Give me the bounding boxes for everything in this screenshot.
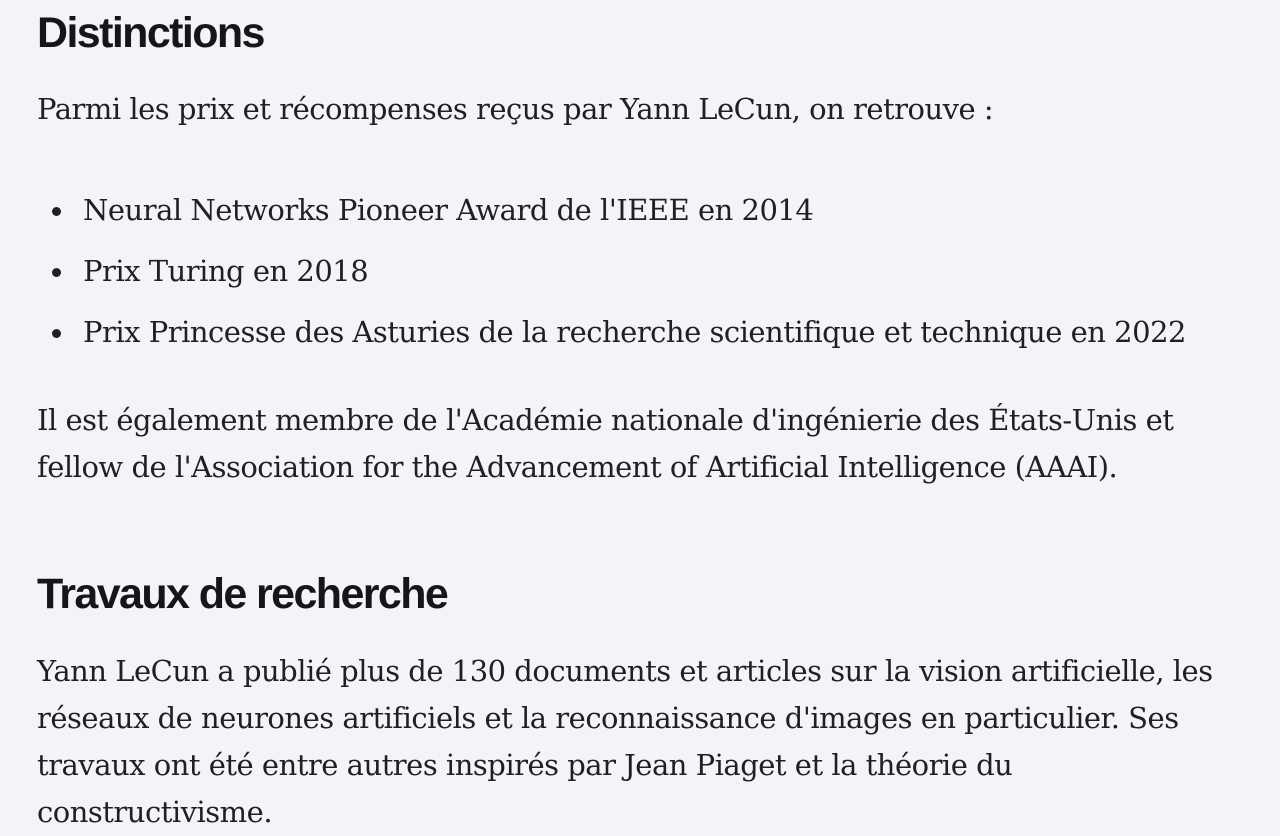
section-heading-research: Travaux de recherche xyxy=(37,570,448,618)
awards-list xyxy=(37,180,1250,363)
list-item: Neural Networks Pioneer Award de l'IEEE en 2014 xyxy=(37,180,1250,241)
section-heading-distinctions: Distinctions xyxy=(37,9,264,57)
distinctions-intro-paragraph: Parmi les prix et récompenses reçus par Yann LeCun, on retrouve : xyxy=(37,92,994,126)
research-paragraph: Yann LeCun a publié plus de 130 documents et articles sur la vision artificielle, les réseaux de neurones artificiels et la reconnaissance d'images en particulier. Ses travaux ont été entre autres inspirés par Jean Piaget et la théorie du constructivisme. xyxy=(37,654,1213,829)
list-item: Prix Princesse des Asturies de la recherche scientifique et technique en 2022 xyxy=(37,302,1250,363)
membership-paragraph: Il est également membre de l'Académie nationale d'ingénierie des États-Unis et fellow de l'Association for the Advancement of Artificial Intelligence (AAAI). xyxy=(37,403,1174,484)
list-item: Prix Turing en 2018 xyxy=(37,241,1250,302)
